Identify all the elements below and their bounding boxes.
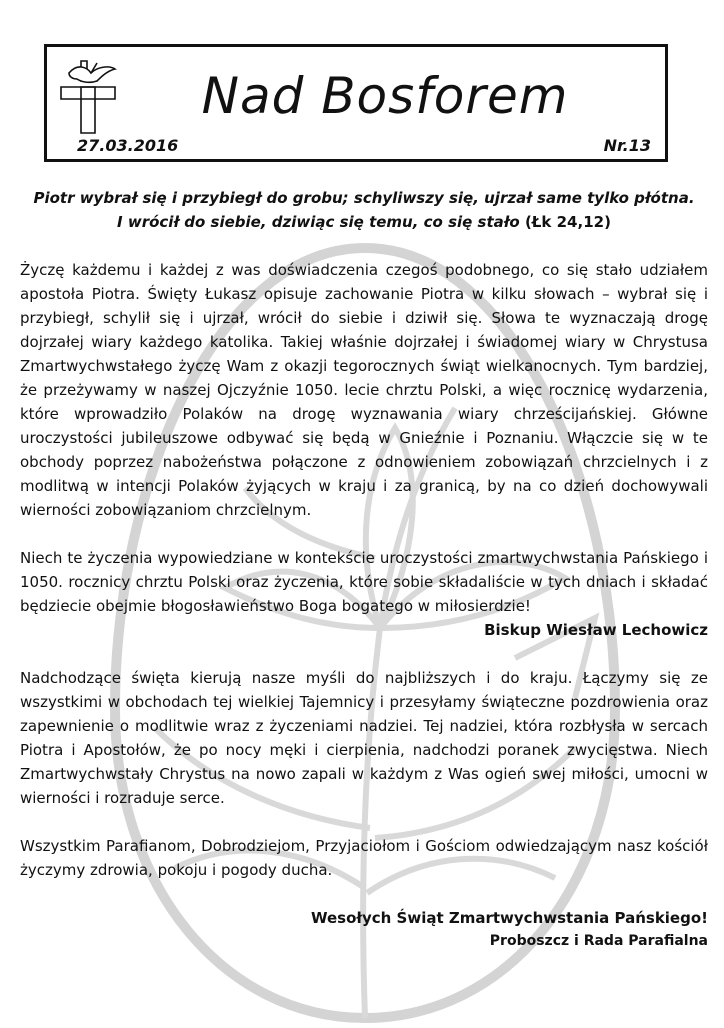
closing-signature: Proboszcz i Rada Parafialna xyxy=(489,933,708,949)
issue-number: Nr.13 xyxy=(603,136,651,155)
scripture-quote xyxy=(20,186,708,234)
paragraph-4: Wszystkim Parafianom, Dobrodziejom, Przyjaciołom i Gościom odwiedzającym nasz kościół życzymy zdrowia, pokoju i pogody ducha. xyxy=(20,837,708,879)
paragraph-2: Niech te życzenia wypowiedziane w kontekście uroczystości zmartwychwstania Pańskiego i 1050. rocznicy chrztu Polski oraz życzenia, które sobie składaliście w tych dniach i składać będziecie obejmie błogosławieństwo Boga bogatego w miłosierdzie! xyxy=(20,549,708,615)
paragraph-1: Życzę każdemu i każdej z was doświadczenia czegoś podobnego, co się stało udziałem apostoła Piotra. Święty Łukasz opisuje zachowanie Piotra w kilku słowach – wybrał się i przybiegł, schylił się i ujrzał, wrócił do siebie i dziwił się. Słowa te wyznaczają drogę dojrzałej wiary każdego katolika. Takiej właśnie dojrzałej i świadomej wiary w Chrystusa Zmartwychwstałego życzę Wam z okazji tegorocznych świąt wielkanocnych. Tym bardziej, że przeżywamy w naszej Ojczyźnie 1050. lecie chrztu Polski, a więc rocznicę wydarzenia, które wprowadziło Polaków na drogę wyznawania wiary chrześcijańskiej. Główne uroczystości jubileuszowe odbywać się będą w Gnieźnie i Poznaniu. Włączcie się w te obchody poprzez nabożeństwa połączone z odnowieniem zobowiązań chrzcielnych i z modlitwą w intencji Polaków żyjących w kraju i za granicą, by na co dzień dochowywali wierności zobowiązaniom chrzcielnym. xyxy=(20,261,708,519)
newsletter-title: Nad Bosforem xyxy=(201,67,569,125)
quote-reference: (Łk 24,12) xyxy=(524,213,611,231)
bishop-signature: Biskup Wiesław Lechowicz xyxy=(484,621,708,639)
cross-dove-icon xyxy=(57,53,119,135)
paragraph-3: Nadchodzące święta kierują nasze myśli do najbliższych i do kraju. Łączymy się ze wszystkimi w obchodach tej wielkiej Tajemnicy i przesyłamy świąteczne pozdrowienia oraz zapewnienie o modlitwie wraz z życzeniami nadziei. Tej nadziei, która rozbłysła w sercach Piotra i Apostołów, że po nocy męki i cierpienia, nadchodzi poranek zwycięstwa. Niech Zmartwychwstały Chrystus na nowo zapali w każdym z Was ogień swej miłości, umocni w wierności i rozraduje serce. xyxy=(20,669,708,807)
quote-line-1: Piotr wybrał się i przybiegł do grobu; schyliwszy się, ujrzał same tylko płótna. xyxy=(33,189,695,207)
quote-line-2: I wrócił do siebie, dziwiąc się temu, co się stało xyxy=(117,213,520,231)
issue-date: 27.03.2016 xyxy=(77,136,179,155)
easter-wish: Wesołych Świąt Zmartwychwstania Pańskiego! xyxy=(310,909,708,927)
masthead xyxy=(44,44,668,162)
article xyxy=(20,186,708,952)
